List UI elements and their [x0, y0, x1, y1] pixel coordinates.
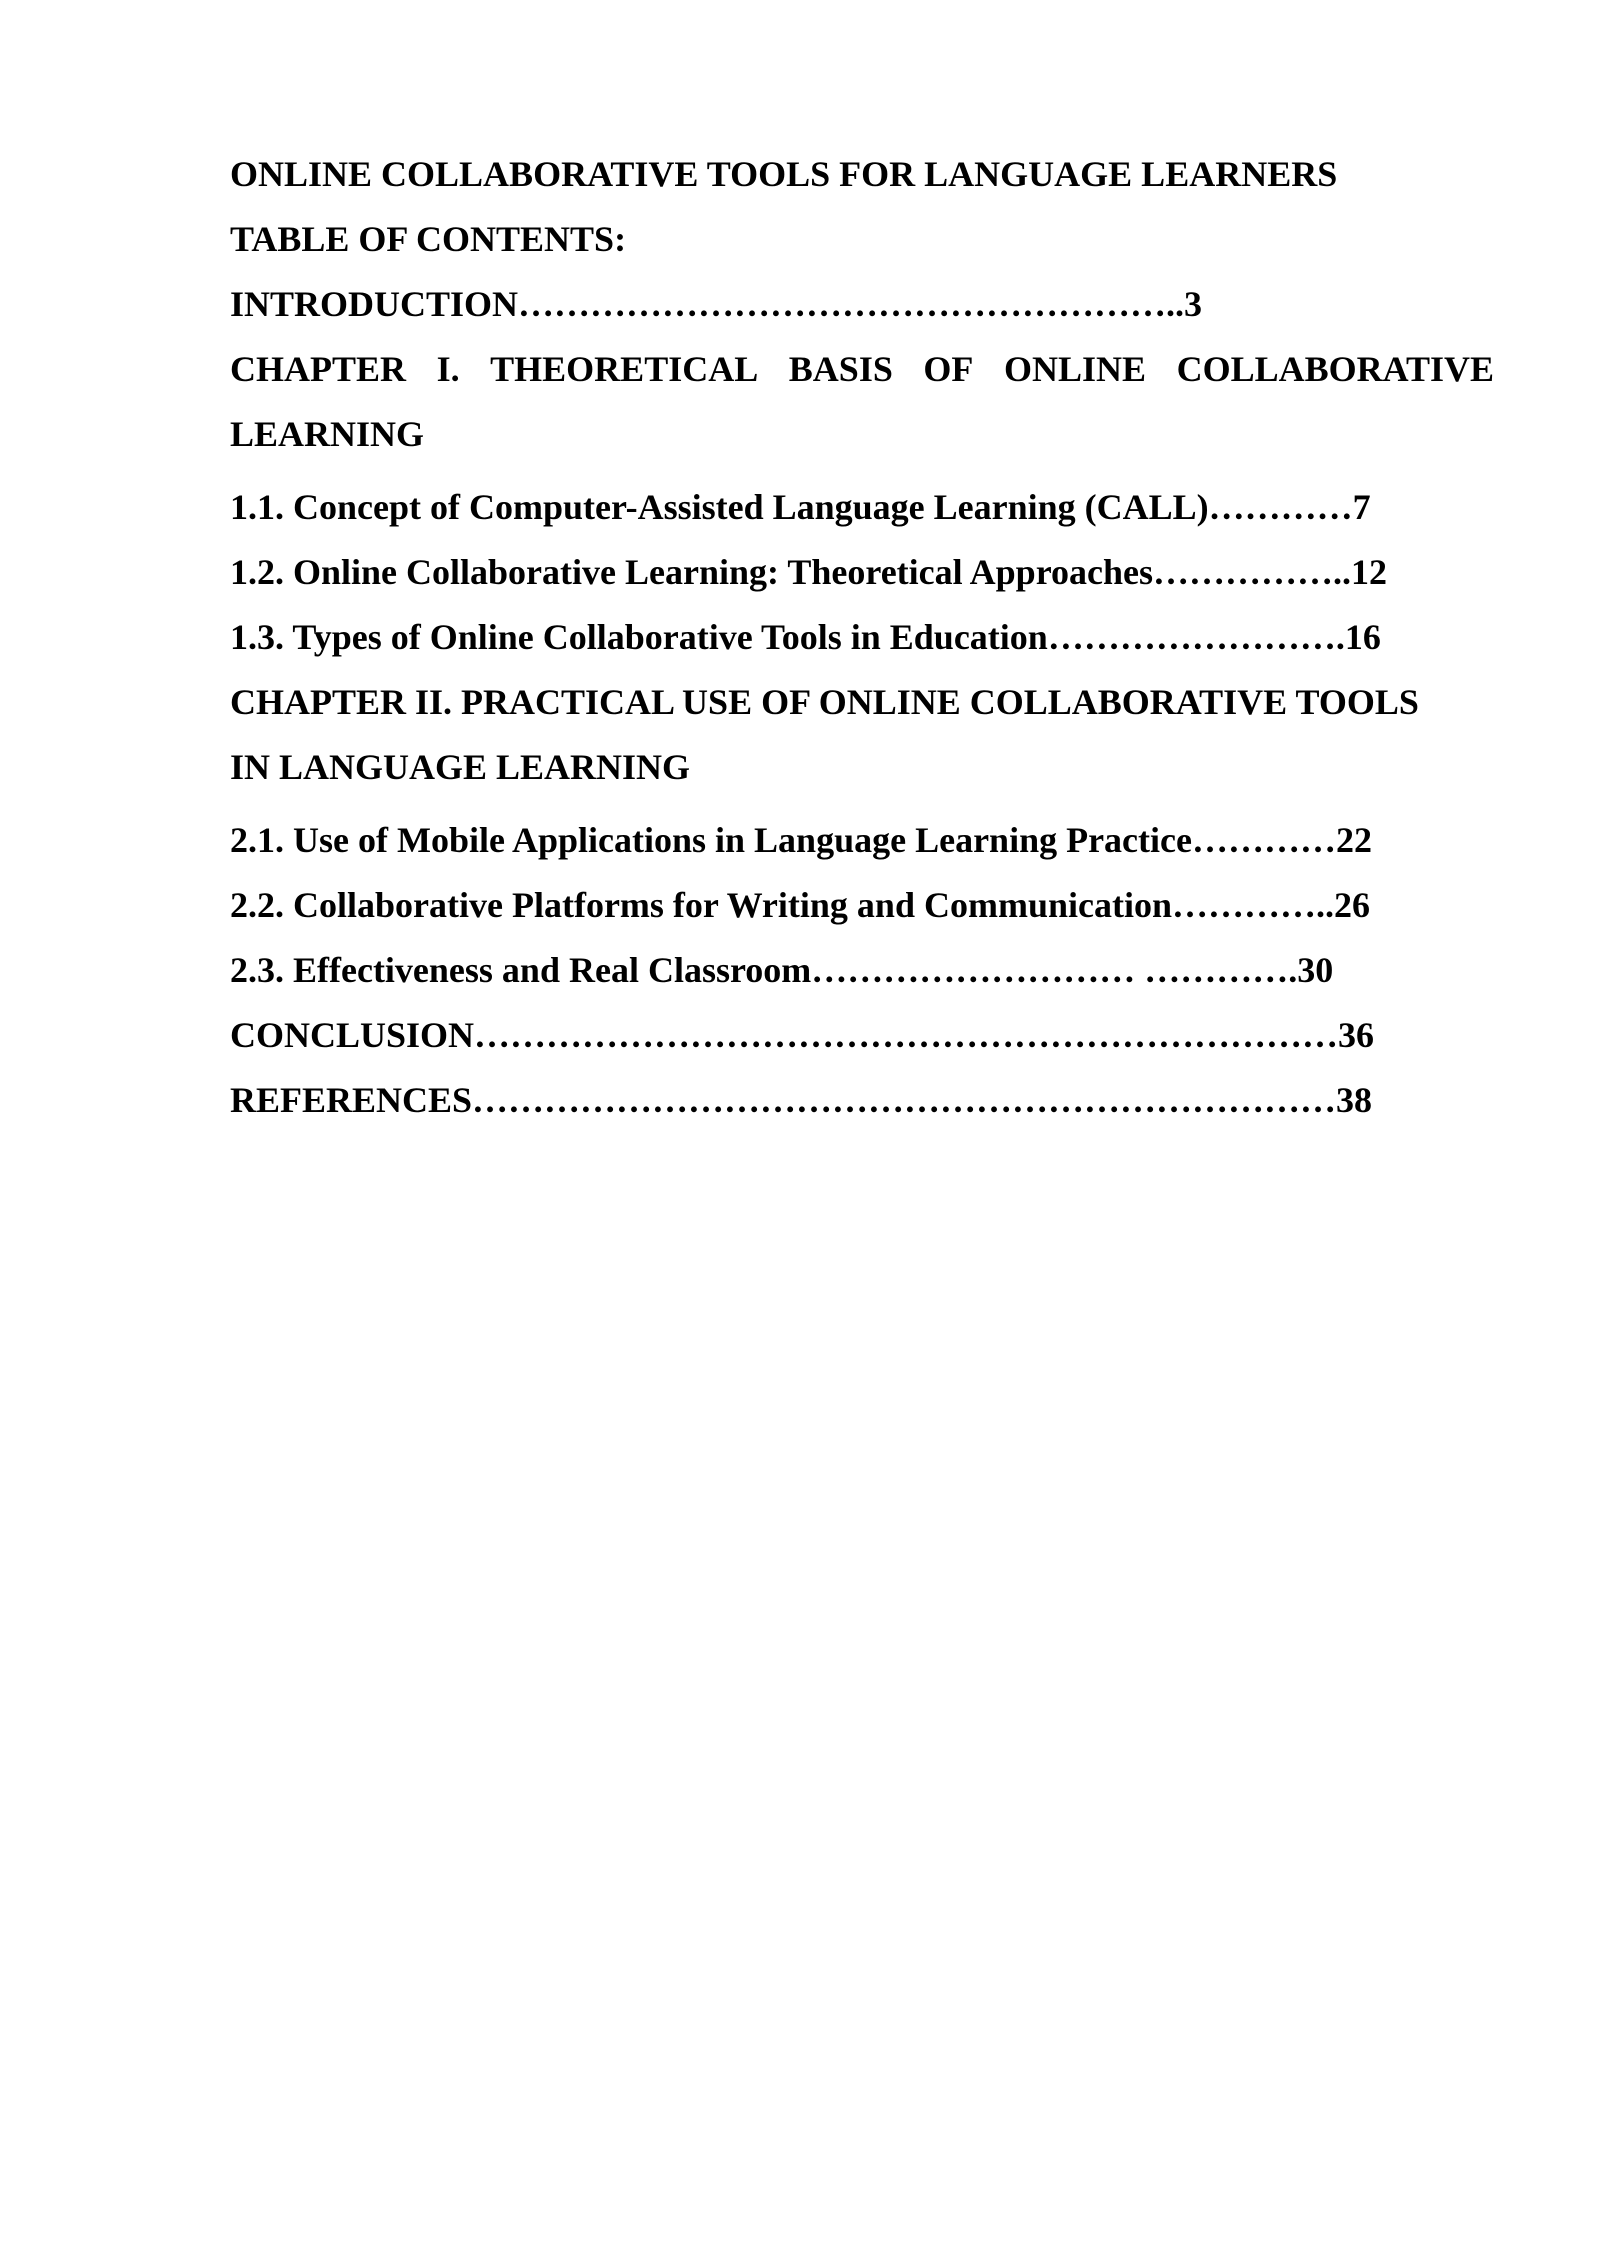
toc-entry-section-2-3: 2.3. Effectiveness and Real Classroom……………………… ………….30	[230, 950, 1334, 990]
toc-heading: TABLE OF CONTENTS:	[230, 219, 627, 259]
toc-entry-chapter-2: CHAPTER II. PRACTICAL USE OF ONLINE COLLABORATIVE TOOLS	[230, 682, 1419, 722]
chapter-1-word: ONLINE	[1003, 349, 1147, 389]
toc-entry-introduction: INTRODUCTION………………………………………………..3	[230, 284, 1203, 324]
document-body	[230, 151, 1494, 1123]
toc-entry-section-1-3: 1.3. Types of Online Collaborative Tools in Education…………………….16	[230, 617, 1381, 657]
document-title: ONLINE COLLABORATIVE TOOLS FOR LANGUAGE LEARNERS	[230, 154, 1338, 194]
toc-entry-conclusion: CONCLUSION………………………………………………………………36	[230, 1015, 1375, 1055]
chapter-1-word: OF	[923, 349, 974, 389]
toc-entry-section-1-2: 1.2. Online Collaborative Learning: Theoretical Approaches……………..12	[230, 552, 1388, 592]
chapter-1-word: BASIS	[788, 349, 893, 389]
toc-entry-chapter-2-continued: IN LANGUAGE LEARNING	[230, 747, 691, 787]
chapter-1-word: I.	[436, 349, 460, 389]
toc-entry-references: REFERENCES………………………………………………………………38	[230, 1080, 1373, 1120]
chapter-1-word: THEORETICAL	[490, 349, 759, 389]
toc-entry-section-2-2: 2.2. Collaborative Platforms for Writing and Communication…………..26	[230, 885, 1370, 925]
toc-entry-section-1-1: 1.1. Concept of Computer-Assisted Language Learning (CALL)…………7	[230, 487, 1371, 527]
chapter-1-word: COLLABORATIVE	[1176, 349, 1494, 389]
chapter-1-word: CHAPTER	[230, 349, 407, 389]
toc-entry-chapter-1-continued: LEARNING	[230, 414, 425, 454]
toc-entry-chapter-1	[230, 346, 1494, 392]
toc-entry-section-2-1: 2.1. Use of Mobile Applications in Language Learning Practice…………22	[230, 820, 1372, 860]
